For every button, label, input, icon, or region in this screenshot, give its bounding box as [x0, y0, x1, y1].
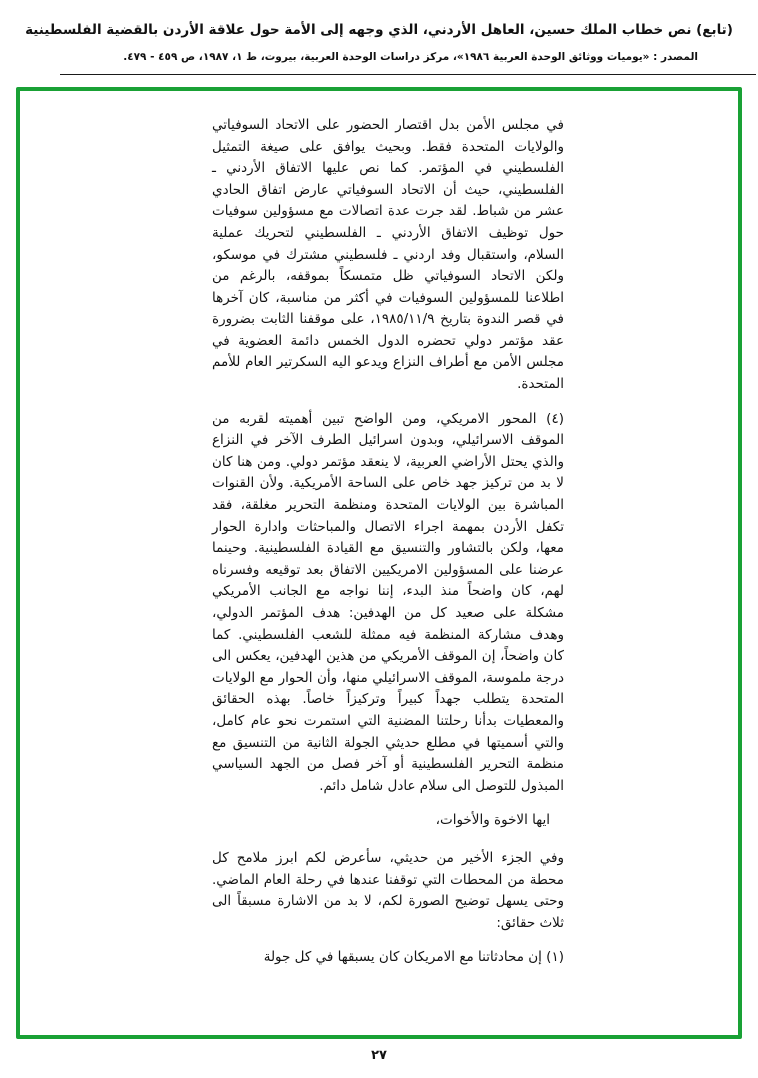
page-number: ٢٧: [371, 1047, 387, 1063]
body-text: [212, 115, 564, 969]
salutation-line: ايها الاخوة والأخوات،: [435, 812, 550, 829]
document-title: (تابع) نص خطاب الملك حسين، العاهل الأردني، الذي وجهه إلى الأمة حول علاقة الأردن بالقضية الفلسطينية: [25, 22, 733, 38]
header-divider: [60, 74, 756, 75]
paragraph: (٤) المحور الامريكي، ومن الواضح تبين أهميته لقربه من الموقف الاسرائيلي، وبدون اسرائيل الطرف الآخر في النزاع والذي يحتل الأراضي العربية، لا ينعقد مؤتمر دولي. ومن هنا كان لا بد من تركيز جهد خاص على الساحة الأمريكية. ولأن القنوات المباشرة بين الولايات المتحدة ومنظمة التحرير مغلقة، فقد تكفل الأردن بمهمة اجراء الاتصال والمباحثات وادارة الحوار معها، ولكن بالتشاور والتنسيق مع القيادة الفلسطينية. وحينما عرضنا على المسؤولين الامريكيين الاتفاق بعد توقيعه وفسرناه لهم، كان واضحاً منذ البدء، إننا نواجه مع الجانب الأمريكي مشكلة على صعيد كل من الهدفين: هدف المؤتمر الدولي، وهدف مشاركة المنظمة فيه ممثلة للشعب الفلسطيني. كما كان واضحاً، إن الموقف الأمريكي من هذين الهدفين، يعكس الى درجة ملموسة، الموقف الاسرائيلي منها، وأن الحوار مع الولايات المتحدة يتطلب جهداً كبيراً وتركيزاً خاصاً. بهذه الحقائق والمعطيات بدأنا رحلتنا المضنية التي استمرت نحو عام كامل، والتي أسميتها في مطلع حديثي الجولة الثانية من التنسيق مع منظمة التحرير الفلسطينية أو آخر فصل من الجهد السياسي المبذول للتوصل الى سلام عادل شامل دائم.: [212, 410, 564, 794]
content-frame: [16, 87, 742, 1039]
paragraph: وفي الجزء الأخير من حديثي، سأعرض لكم ابرز ملامح كل محطة من المحطات التي توقفنا عندها في رحلة العام الماضي. وحتى يسهل توضيح الصورة لكم، لا بد من الاشارة مسبقاً الى ثلاث حقائق:: [212, 849, 564, 931]
document-header: [0, 0, 758, 40]
source-line: المصدر : «يوميات ووثائق الوحدة العربية ١٩٨٦»، مركز دراسات الوحدة العربية، بيروت، ط ١، ١٩٨٧، ص ٤٥٩ - ٤٧٩.: [123, 51, 698, 64]
paragraph: في مجلس الأمن بدل اقتصار الحضور على الاتحاد السوفياتي والولايات المتحدة فقط. وبحيث يوافق على صيغة التمثيل الفلسطيني في المؤتمر. كما نص عليها الاتفاق الأردني ـ الفلسطيني، حيث أن الاتحاد السوفياتي عارض اتفاق الحادي عشر من شباط. لقد جرت عدة اتصالات مع مسؤولين سوفيات حول توظيف الاتفاق الأردني ـ الفلسطيني لتحريك عملية السلام، واستقبال وفد اردني ـ فلسطيني مشترك في موسكو، ولكن الاتحاد السوفياتي ظل متمسكاً بموقفه، بالرغم من اطلاعنا للمسؤولين السوفيات في أكثر من مناسبة، كان آخرها في قصر الندوة بتاريخ ١٩٨٥/١١/٩، على موقفنا الثابت بضرورة عقد مؤتمر دولي تحضره الدول الخمس دائمة العضوية في مجلس الأمن مع أطراف النزاع ويدعو اليه السكرتير العام للأمم المتحدة.: [212, 116, 564, 393]
paragraph: (١) إن محادثاتنا مع الامريكان كان يسبقها في كل جولة: [263, 949, 564, 966]
